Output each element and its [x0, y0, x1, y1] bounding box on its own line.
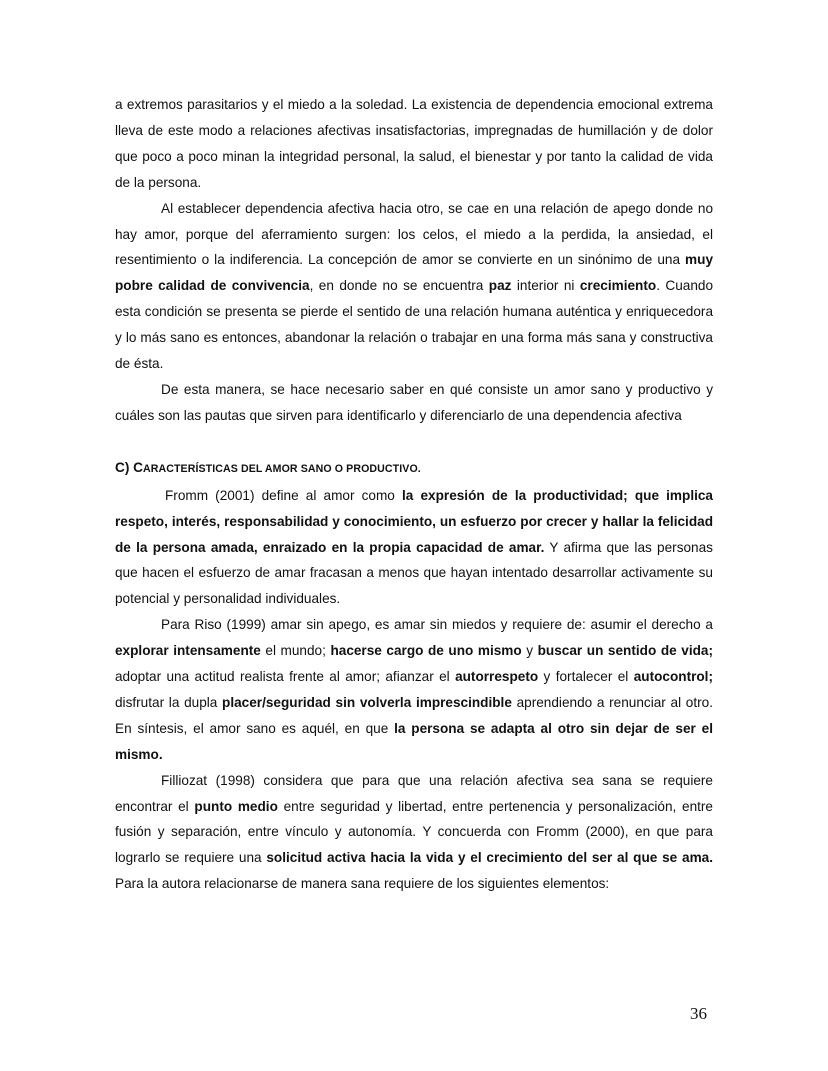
paragraph-4 — [115, 483, 713, 613]
paragraph-5-text-6: disfrutar la dupla — [115, 694, 223, 710]
paragraph-5-text-1: Para Riso (1999) amar sin apego, es amar sin miedos y requiere de: asumir el derecho a — [161, 617, 713, 633]
paragraph-1 — [115, 92, 713, 196]
paragraph-5-bold-3: buscar un sentido de vida; — [537, 643, 713, 659]
paragraph-3-text: De esta manera, se hace necesario saber en qué consiste un amor sano y productivo y cuáles son las pautas que sirven para identificarlo y diferenciarlo de una dependencia afectiva — [115, 381, 713, 423]
paragraph-6-text-2: entre seguridad y libertad, entre pertenencia y personalización, entre fusión y separación, entre vínculo y autonomía. Y concuerda con Fromm (2000), en que para lograrlo se requiere una — [115, 798, 713, 866]
paragraph-5-bold-4: autorrespeto — [455, 669, 539, 685]
section-heading-smallcaps: ARACTERÍSTICAS DEL AMOR SANO O PRODUCTIVO. — [142, 462, 421, 475]
document-body — [115, 92, 713, 897]
paragraph-2-text-4: . Cuando esta condición se presenta se pierde el sentido de una relación humana auténtica y enriquecedora y lo más sano es entonces, abandonar la relación o trabajar en una forma más sana y constructiva de ésta. — [115, 278, 714, 372]
paragraph-6-bold-1: punto medio — [194, 798, 278, 814]
paragraph-5-text-3: y — [521, 643, 538, 659]
page-number: 36 — [690, 1004, 707, 1023]
paragraph-5-bold-2: hacerse cargo de uno mismo — [330, 643, 522, 659]
paragraph-5-text-7: aprendiendo a renunciar al otro. En síntesis, el amor sano es aquél, en que — [115, 694, 713, 736]
paragraph-5-bold-7: la persona se adapta al otro sin dejar de ser el mismo. — [115, 720, 713, 762]
section-heading-prefix: C) C — [115, 459, 143, 475]
paragraph-2-text-2: , en donde no se encuentra — [309, 278, 489, 294]
paragraph-1-text: a extremos parasitarios y el miedo a la soledad. La existencia de dependencia emocional extrema lleva de este modo a relaciones afectivas insatisfactorias, impregnadas de humillación y de dolor que poco a poco minan la integridad personal, la salud, el bienestar y por tanto la calidad de vida de la persona. — [115, 97, 713, 190]
paragraph-6-text-1: Filliozat (1998) considera que para que una relación afectiva sea sana se requiere encontrar el — [115, 772, 713, 814]
paragraph-6 — [115, 768, 713, 898]
paragraph-5-text-4: adoptar una actitud realista frente al amor; afianzar el — [115, 669, 456, 685]
paragraph-6-text-3: Para la autora relacionarse de manera sana requiere de los siguientes elementos: — [115, 876, 610, 892]
paragraph-5 — [115, 612, 713, 767]
paragraph-5-text-2: el mundo; — [260, 643, 331, 659]
paragraph-2-bold-1: muy pobre calidad de convivencia — [115, 252, 713, 294]
section-spacer — [115, 429, 713, 455]
paragraph-4-text-2: Y afirma que las personas que hacen el esfuerzo de amar fracasan a menos que hayan intentado desarrollar activamente su potencial y personalidad individuales. — [115, 539, 713, 607]
paragraph-2 — [115, 196, 713, 377]
paragraph-2-bold-2: paz — [488, 278, 512, 294]
paragraph-5-bold-5: autocontrol; — [633, 669, 713, 685]
paragraph-2-text-3: interior ni — [511, 278, 580, 294]
section-heading — [115, 455, 713, 483]
paragraph-4-bold-1: la expresión de la productividad; que implica respeto, interés, responsabilidad y conocimiento, un esfuerzo por crecer y hallar la felicidad de la persona amada, enraizado en la propia capacidad de amar. — [115, 487, 713, 555]
paragraph-5-bold-6: placer/seguridad sin volverla imprescindible — [222, 694, 512, 710]
paragraph-2-bold-3: crecimiento — [579, 278, 657, 294]
paragraph-5-bold-1: explorar intensamente — [115, 643, 261, 659]
paragraph-4-text-1: Fromm (2001) define al amor como — [165, 487, 402, 503]
paragraph-5-text-5: y fortalecer el — [538, 669, 634, 685]
paragraph-3 — [115, 377, 713, 429]
paragraph-2-text-1: Al establecer dependencia afectiva hacia otro, se cae en una relación de apego donde no hay amor, porque del aferramiento surgen: los celos, el miedo a la perdida, la ansiedad, el resentimiento o la indiferencia. La concepción de amor se convierte en un sinónimo de una — [115, 200, 713, 268]
paragraph-6-bold-2: solicitud activa hacia la vida y el crecimiento del ser al que se ama. — [266, 850, 713, 866]
